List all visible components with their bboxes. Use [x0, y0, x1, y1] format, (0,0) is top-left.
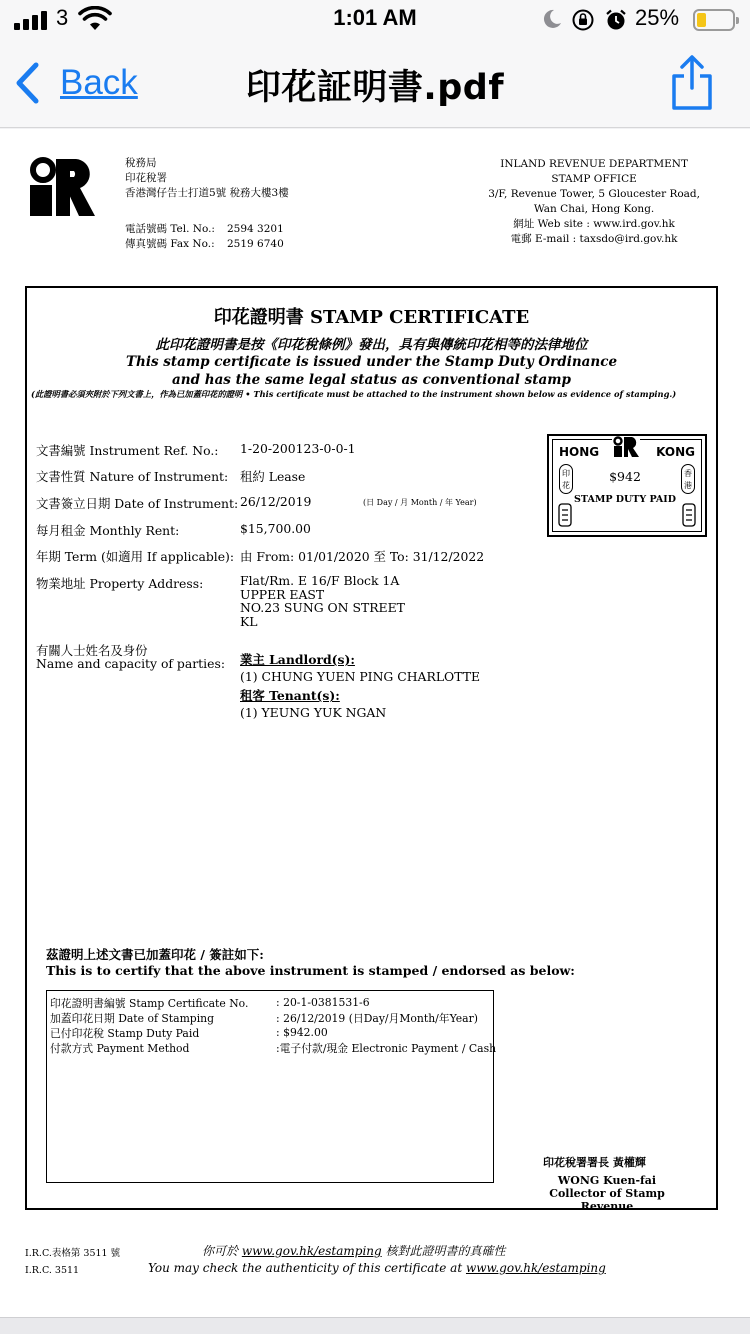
page-bottom-edge [0, 1317, 750, 1334]
address-line: NO.23 SUNG ON STREET [240, 600, 405, 615]
stamping-date-label: 加蓋印花日期 Date of Stamping [50, 1012, 215, 1025]
stamping-date-value: : 26/12/2019 (日Day/月Month/年Year) [276, 1012, 478, 1025]
back-button-label: Back [60, 63, 138, 102]
seal-ornament-icon [557, 502, 573, 528]
form-number [25, 1245, 120, 1279]
header-office-chinese [125, 156, 289, 201]
monthly-rent-value: $15,700.00 [240, 521, 311, 536]
certify-statement-cn: 茲證明上述文書已加蓋印花 / 簽註如下: [46, 947, 264, 962]
status-bar [0, 0, 750, 40]
chevron-left-icon [14, 61, 42, 105]
verify-note-cn-prefix: 你可於 [202, 1244, 242, 1258]
instrument-date-label: 文書簽立日期 Date of Instrument: [36, 496, 239, 511]
collector-name-en: WONG Kuen-fai [557, 1174, 657, 1187]
address-label: 物業地址 Property Address: [36, 576, 204, 591]
term-label: 年期 Term (如適用 If applicable): [36, 549, 235, 564]
orientation-lock-icon [571, 8, 595, 32]
collector-name-cn: 印花稅署署長 黃權輝 [543, 1156, 646, 1169]
verify-note-en [148, 1261, 606, 1275]
form-number-cn: I.R.C.表格第 3511 號 [25, 1248, 121, 1259]
certificate-subtitle-en-2: and has the same legal status as conventional stamp [172, 372, 571, 388]
tenant-name: (1) YEUNG YUK NGAN [240, 705, 387, 720]
form-number-en: I.R.C. 3511 [25, 1265, 80, 1276]
certificate-title: 印花證明書 STAMP CERTIFICATE [213, 307, 530, 328]
back-button[interactable] [14, 56, 138, 110]
parties-label-en: Name and capacity of parties: [36, 656, 225, 671]
stamping-details-box [46, 990, 497, 1183]
verify-note-cn [202, 1242, 506, 1259]
battery-percentage: 25% [635, 5, 680, 30]
header-address-en-2: Wan Chai, Hong Kong. [533, 203, 655, 215]
header-email: 電郵 E-mail : taxsdo@ird.gov.hk [510, 233, 678, 245]
certificate-note: (此證明書必須夾附於下列文書上，作為已加蓋印花的證明 • This certificate must be attached to the instrument shown below as evidence of stamping.) [31, 389, 677, 399]
landlord-name: (1) CHUNG YUEN PING CHARLOTTE [240, 669, 481, 684]
collector-title-en: Collector of Stamp Revenue [549, 1187, 665, 1213]
seal-ornament-icon [681, 502, 697, 528]
ref-no-label: 文書編號 Instrument Ref. No.: [36, 443, 219, 458]
fax-label: 傳真號碼 Fax No.: [125, 238, 215, 250]
ref-no-value: 1-20-200123-0-0-1 [240, 441, 356, 456]
document-title: 印花証明書.pdf [245, 68, 505, 108]
header-address-cn: 香港灣仔告士打道5號 稅務大樓3樓 [125, 187, 289, 199]
ird-logo [30, 157, 96, 217]
pdf-page [0, 129, 750, 1317]
date-format-hint: (日 Day / 月 Month / 年 Year) [363, 498, 477, 507]
address-line: Flat/Rm. E 16/F Block 1A [240, 573, 400, 588]
tel-number: 2594 3201 [227, 223, 284, 235]
certify-statement-en: This is to certify that the above instrument is stamped / endorsed as below: [46, 963, 575, 978]
header-dept-cn: 稅務局 [125, 157, 157, 169]
stamp-duty-seal [547, 434, 707, 537]
term-value: 由 From: 01/01/2020 至 To: 31/12/2022 [240, 549, 485, 564]
estamping-link-cn[interactable]: www.gov.hk/estamping [241, 1244, 382, 1258]
header-office-cn: 印花稅署 [125, 172, 167, 184]
seal-left-chop: 印花 [559, 464, 573, 494]
certificate-subtitle-cn: 此印花證明書是按《印花稅條例》發出，具有與傳統印花相等的法律地位 [155, 337, 588, 353]
header-dept-en: INLAND REVENUE DEPARTMENT [500, 158, 688, 170]
battery-icon [693, 9, 735, 31]
verify-note-cn-suffix: 核對此證明書的真確性 [381, 1244, 506, 1258]
verify-note-en-prefix: You may check the authenticity of this certificate at [148, 1261, 466, 1275]
monthly-rent-label: 每月租金 Monthly Rent: [36, 523, 180, 538]
carrier-name: 3 [56, 5, 69, 30]
fax-number: 2519 6740 [227, 238, 284, 250]
tenant-label: 租客 Tenant(s): [240, 688, 340, 703]
parties-label-cn: 有關人士姓名及身份 [36, 643, 148, 658]
stamp-certificate [25, 286, 718, 1213]
ird-mini-logo [612, 436, 640, 458]
address-line: UPPER EAST [240, 586, 325, 602]
payment-method-value: :電子付款/現金 Electronic Payment / Cash [276, 1042, 497, 1055]
estamping-link-en[interactable]: www.gov.hk/estamping [465, 1261, 606, 1275]
alarm-icon [604, 8, 628, 32]
certificate-subtitle-en-1: This stamp certificate is issued under the Stamp Duty Ordinance [125, 354, 618, 370]
seal-right-chop: 香港 [681, 464, 695, 494]
do-not-disturb-icon [541, 8, 563, 30]
header-contact [125, 222, 284, 252]
stamp-cert-no-value: : 20-1-0381531-6 [276, 996, 370, 1009]
stamp-duty-paid-label: STAMP DUTY PAID [574, 494, 676, 505]
share-icon[interactable] [668, 54, 716, 112]
header-address-en-1: 3/F, Revenue Tower, 5 Gloucester Road, [488, 188, 700, 200]
stamp-hong: HONG [559, 445, 600, 459]
nature-label: 文書性質 Nature of Instrument: [36, 469, 229, 484]
header-office-english [488, 157, 700, 247]
header-office-en: STAMP OFFICE [551, 173, 637, 185]
landlord-label: 業主 Landlord(s): [240, 652, 355, 667]
header-website: 網址 Web site : www.ird.gov.hk [513, 218, 675, 230]
duty-paid-value: : $942.00 [276, 1026, 328, 1039]
clock: 1:01 AM [333, 5, 417, 30]
payment-method-label: 付款方式 Payment Method [50, 1042, 190, 1055]
property-address [240, 574, 405, 628]
navigation-bar [0, 40, 750, 128]
stamp-amount: $942 [609, 469, 641, 484]
address-line: KL [240, 613, 258, 629]
stamp-kong: KONG [656, 445, 695, 459]
duty-paid-label: 已付印花稅 Stamp Duty Paid [50, 1027, 200, 1040]
certificate-subtitle-en [27, 353, 716, 389]
parties-label [36, 644, 225, 670]
tel-label: 電話號碼 Tel. No.: [125, 223, 215, 235]
stamp-cert-no-label: 印花證明書編號 Stamp Certificate No. [50, 997, 249, 1010]
instrument-date-value: 26/12/2019 [240, 494, 312, 509]
nature-value: 租約 Lease [240, 469, 306, 484]
